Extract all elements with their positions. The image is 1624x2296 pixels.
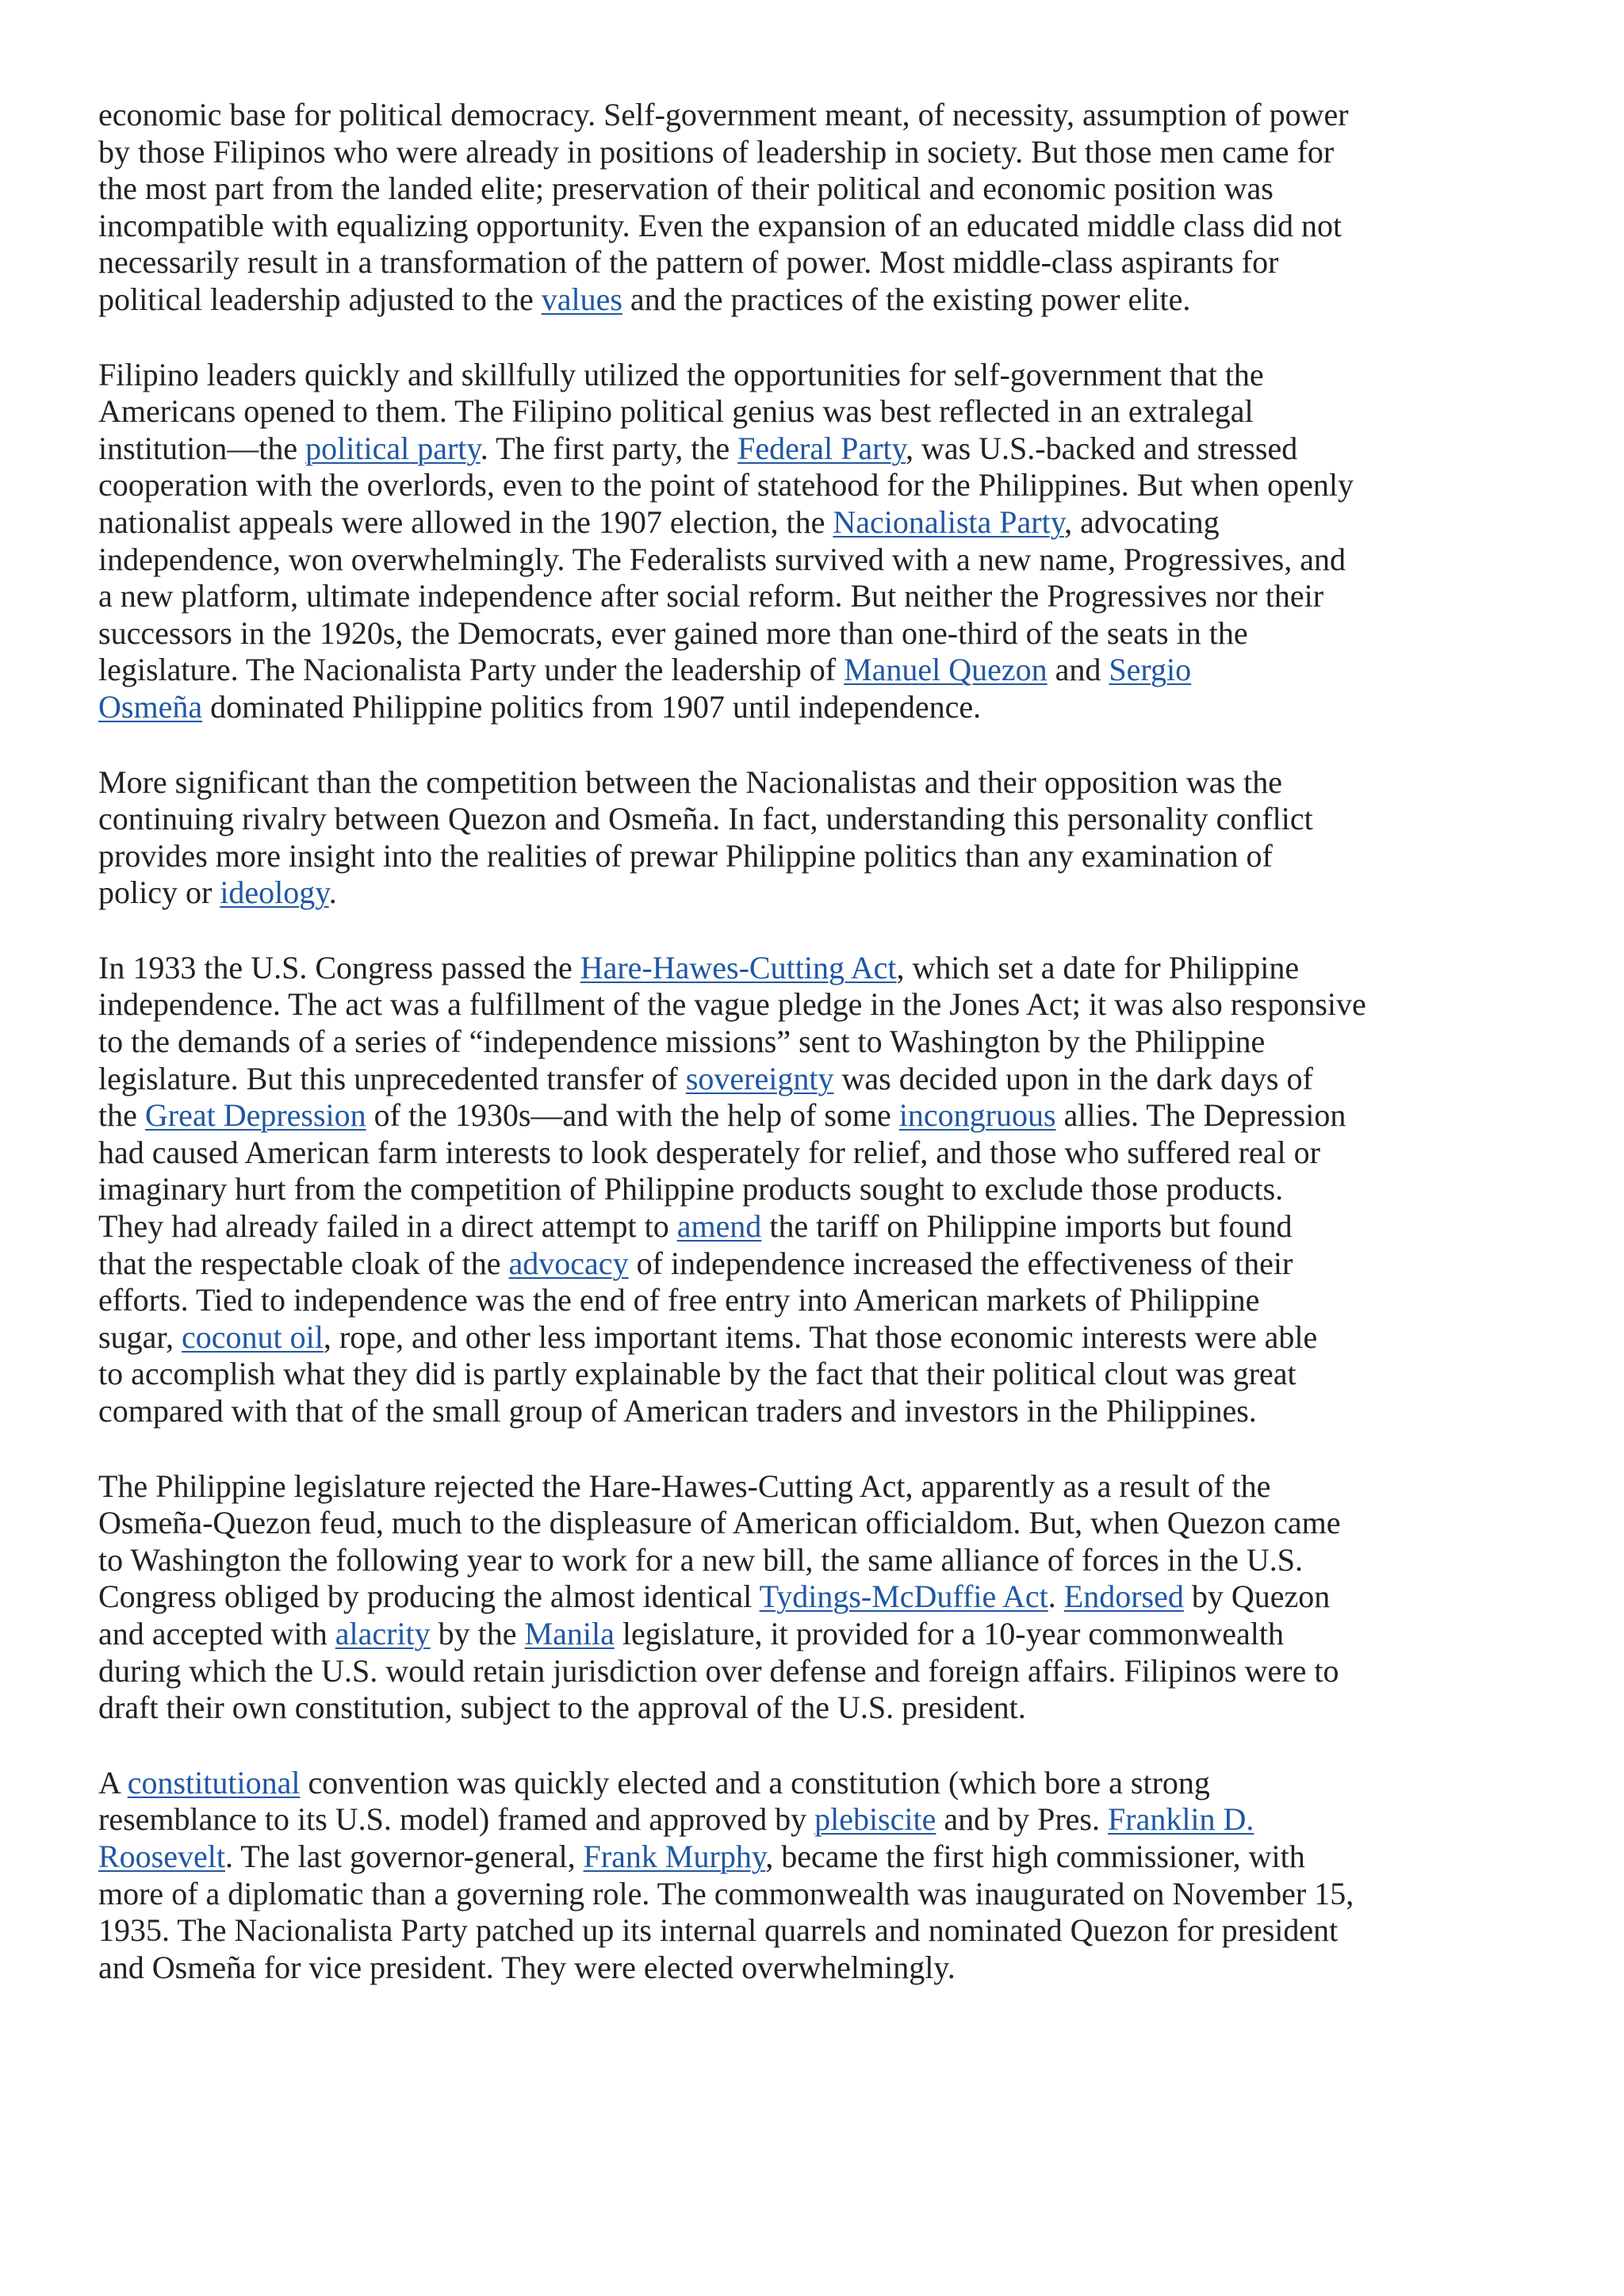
text-run: by Quezon and accepted with [98,1578,1331,1651]
link-advocacy[interactable]: advocacy [508,1245,629,1281]
text-run: convention was quickly elected and a constitution (which bore a strong resemblance to its U.S. model) framed and approved by [98,1764,1210,1838]
paragraph-5 [98,1468,1554,1727]
link-endorsed[interactable]: Endorsed [1063,1578,1184,1615]
link-coconut-oil[interactable]: coconut oil [182,1318,324,1355]
paragraph-2 [98,357,1554,726]
text-run: . [328,874,337,911]
link-franklin-d-roosevelt[interactable]: Franklin D. Roosevelt [98,1801,1254,1874]
link-manuel-quezon[interactable]: Manuel Quezon [844,652,1048,688]
link-alacrity[interactable]: alacrity [335,1615,431,1651]
document-body [98,97,1554,2024]
text-run: , advocating independence, won overwhelmingly. The Federalists survived with a new name, Progressives, and a new platform, ultimate independence after social reform. But neither the Progressives nor their successors in the 1920s, the Democrats, ever gained more than one-third of the seats in the legislature. The Nacionalista Party under the leadership of [98,503,1346,688]
text-run: of the 1930s—and with the help of some [366,1097,899,1134]
link-great-depression[interactable]: Great Depression [144,1097,366,1134]
link-sovereignty[interactable]: sovereignty [685,1060,834,1096]
text-run: Filipino leaders quickly and skillfully utilized the opportunities for self-government that the Americans opened to them. The Filipino political genius was best reflected in an extralegal institution—the [98,356,1264,466]
link-amend[interactable]: amend [676,1208,762,1245]
link-federal-party[interactable]: Federal Party [737,430,906,466]
text-run: More significant than the competition between the Nacionalistas and their opposition was the continuing rivalry between Quezon and Osmeña. In fact, understanding this personality conflict provides more insight into the realities of prewar Philippine politics than any examination of policy or [98,763,1313,911]
text-run: . The first party, the [480,430,738,466]
link-plebiscite[interactable]: plebiscite [814,1801,936,1838]
text-run: economic base for political democracy. Self-government meant, of necessity, assumption of power by those Filipinos who were already in positions of leadership in society. But those men came for the most part from the landed elite; preservation of their political and economic position was incompatible with equalizing opportunity. Even the expansion of an educated middle class did not necessarily result in a transformation of the pattern of power. Most middle-class aspirants for political leadership adjusted to the [98,97,1349,317]
link-frank-murphy[interactable]: Frank Murphy [583,1838,766,1874]
link-political-party[interactable]: political party [305,430,481,466]
paragraph-6 [98,1765,1554,1987]
text-run: , was U.S.-backed and stressed cooperation with the overlords, even to the point of statehood for the Philippines. But when openly nationalist appeals were allowed in the 1907 election, the [98,430,1354,540]
text-run: and [1047,652,1109,688]
text-run: , which set a date for Philippine independence. The act was a fulfillment of the vague pledge in the Jones Act; it was also responsive to the demands of a series of “independence missions” sent to Washington by the Philippine legislature. But this unprecedented transfer of [98,949,1366,1096]
link-values[interactable]: values [541,281,622,317]
link-ideology[interactable]: ideology [220,874,329,911]
text-run: . [1048,1578,1064,1615]
paragraph-1 [98,97,1554,319]
text-run: the tariff on Philippine imports but found that the respectable cloak of the [98,1208,1293,1281]
text-run: , rope, and other less important items. That those economic interests were able to accomplish what they did is partly explainable by the fact that their political clout was great compared with that of the small group of American traders and investors in the Philippines. [98,1318,1318,1429]
link-manila[interactable]: Manila [524,1615,615,1651]
text-run: , became the first high commissioner, with more of a diplomatic than a governing role. The commonwealth was inaugurated on November 15, 1935. The Nacionalista Party patched up its internal quarrels and nominated Quezon for president and Osmeña for vice president. They were elected overwhelmingly. [98,1838,1354,1985]
link-sergio-osmeña[interactable]: Sergio Osmeña [98,652,1192,725]
text-run: In 1933 the U.S. Congress passed the [98,949,580,985]
text-run: . The last governor-general, [224,1838,584,1874]
paragraph-3 [98,764,1554,912]
text-run: legislature, it provided for a 10-year commonwealth during which the U.S. would retain jurisdiction over defense and foreign affairs. Filipinos were to draft their own constitution, subject to the approval of the U.S. president. [98,1615,1339,1726]
link-incongruous[interactable]: incongruous [898,1097,1056,1134]
text-run: and by Pres. [936,1801,1108,1838]
text-run: by the [430,1615,525,1651]
text-run: A [98,1764,128,1800]
text-run: was decided upon in the dark days of the [98,1060,1313,1134]
text-run: The Philippine legislature rejected the Hare-Hawes-Cutting Act, apparently as a result of the Osmeña-Quezon feud, much to the displeasure of American officialdom. But, when Quezon came to Washington the following year to work for a new bill, the same alliance of forces in the U.S. Congress obliged by producing the almost identical [98,1468,1341,1615]
link-tydings-mcduffie-act[interactable]: Tydings-McDuffie Act [759,1578,1048,1615]
text-run: of independence increased the effectiveness of their efforts. Tied to independence was the end of free entry into American markets of Philippine sugar, [98,1245,1293,1355]
text-run: and the practices of the existing power elite. [622,281,1191,317]
link-constitutional[interactable]: constitutional [127,1764,301,1800]
text-run: allies. The Depression had caused American farm interests to look desperately for relief, and those who suffered real or imaginary hurt from the competition of Philippine products sought to exclude those products. They had already failed in a direct attempt to [98,1097,1346,1245]
paragraph-4 [98,950,1554,1430]
text-run: dominated Philippine politics from 1907 until independence. [202,688,982,725]
link-hare-hawes-cutting-act[interactable]: Hare-Hawes-Cutting Act [580,949,897,985]
link-nacionalista-party[interactable]: Nacionalista Party [833,503,1065,540]
